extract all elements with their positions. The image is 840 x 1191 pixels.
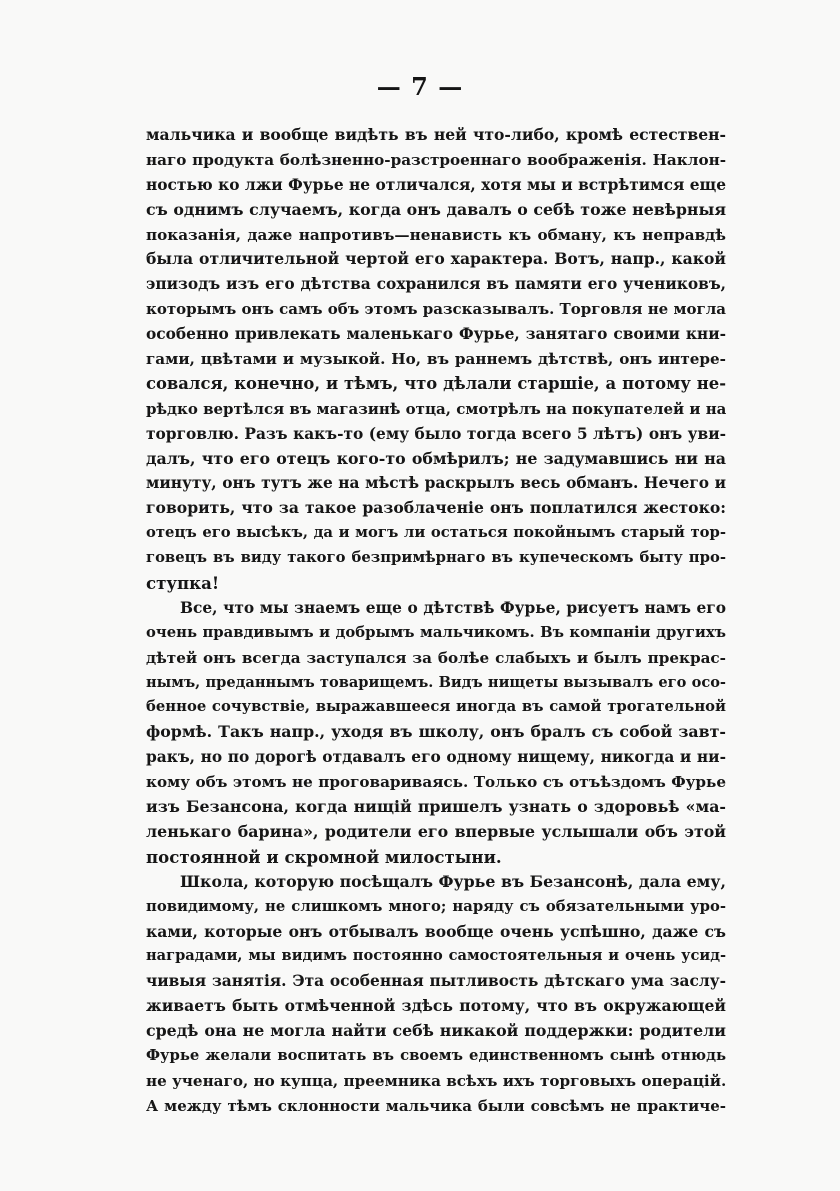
text-line: была отличительной чертой его характера. Вотъ, напр., какой [146, 249, 726, 269]
text-line: особенно привлекать маленькаго Фурье, занятаго своими кни- [146, 325, 726, 344]
text-line: далъ, что его отецъ кого-то обмѣрилъ; не задумавшись ни на [146, 448, 726, 468]
text-line: показанія, даже напротивъ—ненависть къ обману, къ неправдѣ [146, 225, 726, 244]
paragraph-start-line: Школа, которую посѣщалъ Фурье въ Безансонѣ, дала ему, [180, 871, 726, 891]
text-line: рѣдко вертѣлся въ магазинѣ отца, смотрѣлъ на покупателей и на [146, 399, 726, 418]
text-line: ракъ, но по дорогѣ отдавалъ его одному нищему, никогда и ни- [146, 748, 726, 767]
text-line: кому объ этомъ не проговариваясь. Только съ отъѣздомъ Фурье [146, 773, 726, 792]
text-line: наградами, мы видимъ постоянно самостоятельныя и очень усид- [146, 947, 726, 965]
text-line: средѣ она не могла найти себѣ никакой поддержки: родители [146, 1021, 726, 1041]
text-line: изъ Безансона, когда нищій пришелъ узнать о здоровьѣ «ма- [146, 797, 726, 817]
text-line: минуту, онъ тутъ же на мѣстѣ раскрылъ весь обманъ. Нечего и [146, 474, 726, 493]
text-line: ленькаго барина», родители его впервые услышали объ этой [146, 821, 726, 841]
text-line: ступка! [146, 573, 220, 594]
text-line: не ученаго, но купца, преемника всѣхъ ихъ торговыхъ операцій. [146, 1071, 726, 1090]
text-line: очень правдивымъ и добрымъ мальчикомъ. Въ компаніи другихъ [146, 623, 726, 641]
body-text [146, 123, 726, 1119]
text-line: которымъ онъ самъ объ этомъ разсказывалъ. Торговля не могла [146, 300, 726, 319]
text-line: А между тѣмъ склонности мальчика были совсѣмъ не практиче- [146, 1096, 726, 1115]
text-line: формѣ. Такъ напр., уходя въ школу, онъ бралъ съ собой завт- [146, 722, 726, 742]
text-line: дѣтей онъ всегда заступался за болѣе слабыхъ и былъ прекрас- [146, 648, 726, 667]
text-line: совался, конечно, и тѣмъ, что дѣлали старшіе, а потому не- [146, 373, 726, 393]
text-line: повидимому, не слишкомъ много; наряду съ обязательными уро- [146, 897, 726, 915]
text-line: ками, которые онъ отбывалъ вообще очень успѣшно, даже съ [146, 921, 726, 941]
text-line: постоянной и скромной милостыни. [146, 846, 502, 867]
text-line: живаетъ быть отмѣченной здѣсь потому, что въ окружающей [146, 996, 726, 1016]
text-line: мальчика и вообще видѣть въ ней что-либо, кромѣ естествен- [146, 125, 726, 144]
text-line: эпизодъ изъ его дѣтства сохранился въ памяти его учениковъ, [146, 275, 726, 294]
text-line: гами, цвѣтами и музыкой. Но, въ раннемъ дѣтствѣ, онъ интере- [146, 350, 726, 369]
text-line: говецъ въ виду такого безпримѣрнаго въ купеческомъ быту про- [146, 549, 726, 567]
text-line: съ однимъ случаемъ, когда онъ давалъ о себѣ тоже невѣрныя [146, 199, 726, 219]
text-line: чивыя занятія. Эта особенная пытливость дѣтскаго ума заслу- [146, 972, 726, 991]
text-line: Фурье желали воспитать въ своемъ единственномъ сынѣ отнюдь [146, 1046, 726, 1064]
text-line: наго продукта болѣзненно-разстроеннаго воображенія. Наклон- [146, 150, 726, 169]
paragraph-start-line: Все, что мы знаемъ еще о дѣтствѣ Фурье, рисуетъ намъ его [180, 598, 726, 617]
text-line: нымъ, преданнымъ товарищемъ. Видъ нищеты вызывалъ его осо- [146, 673, 726, 691]
text-line: отецъ его высѣкъ, да и могъ ли остаться покойнымъ старый тор- [146, 524, 726, 542]
text-line: торговлю. Разъ какъ-то (ему было тогда всего 5 лѣтъ) онъ уви- [146, 424, 726, 443]
text-line: ностью ко лжи Фурье не отличался, хотя мы и встрѣтимся еще [146, 175, 726, 194]
text-line: говорить, что за такое разоблаченіе онъ поплатился жестоко: [146, 498, 726, 518]
page-number: — 7 — [376, 72, 464, 101]
text-line: бенное сочувствіе, выражавшееся иногда въ самой трогательной [146, 698, 726, 716]
